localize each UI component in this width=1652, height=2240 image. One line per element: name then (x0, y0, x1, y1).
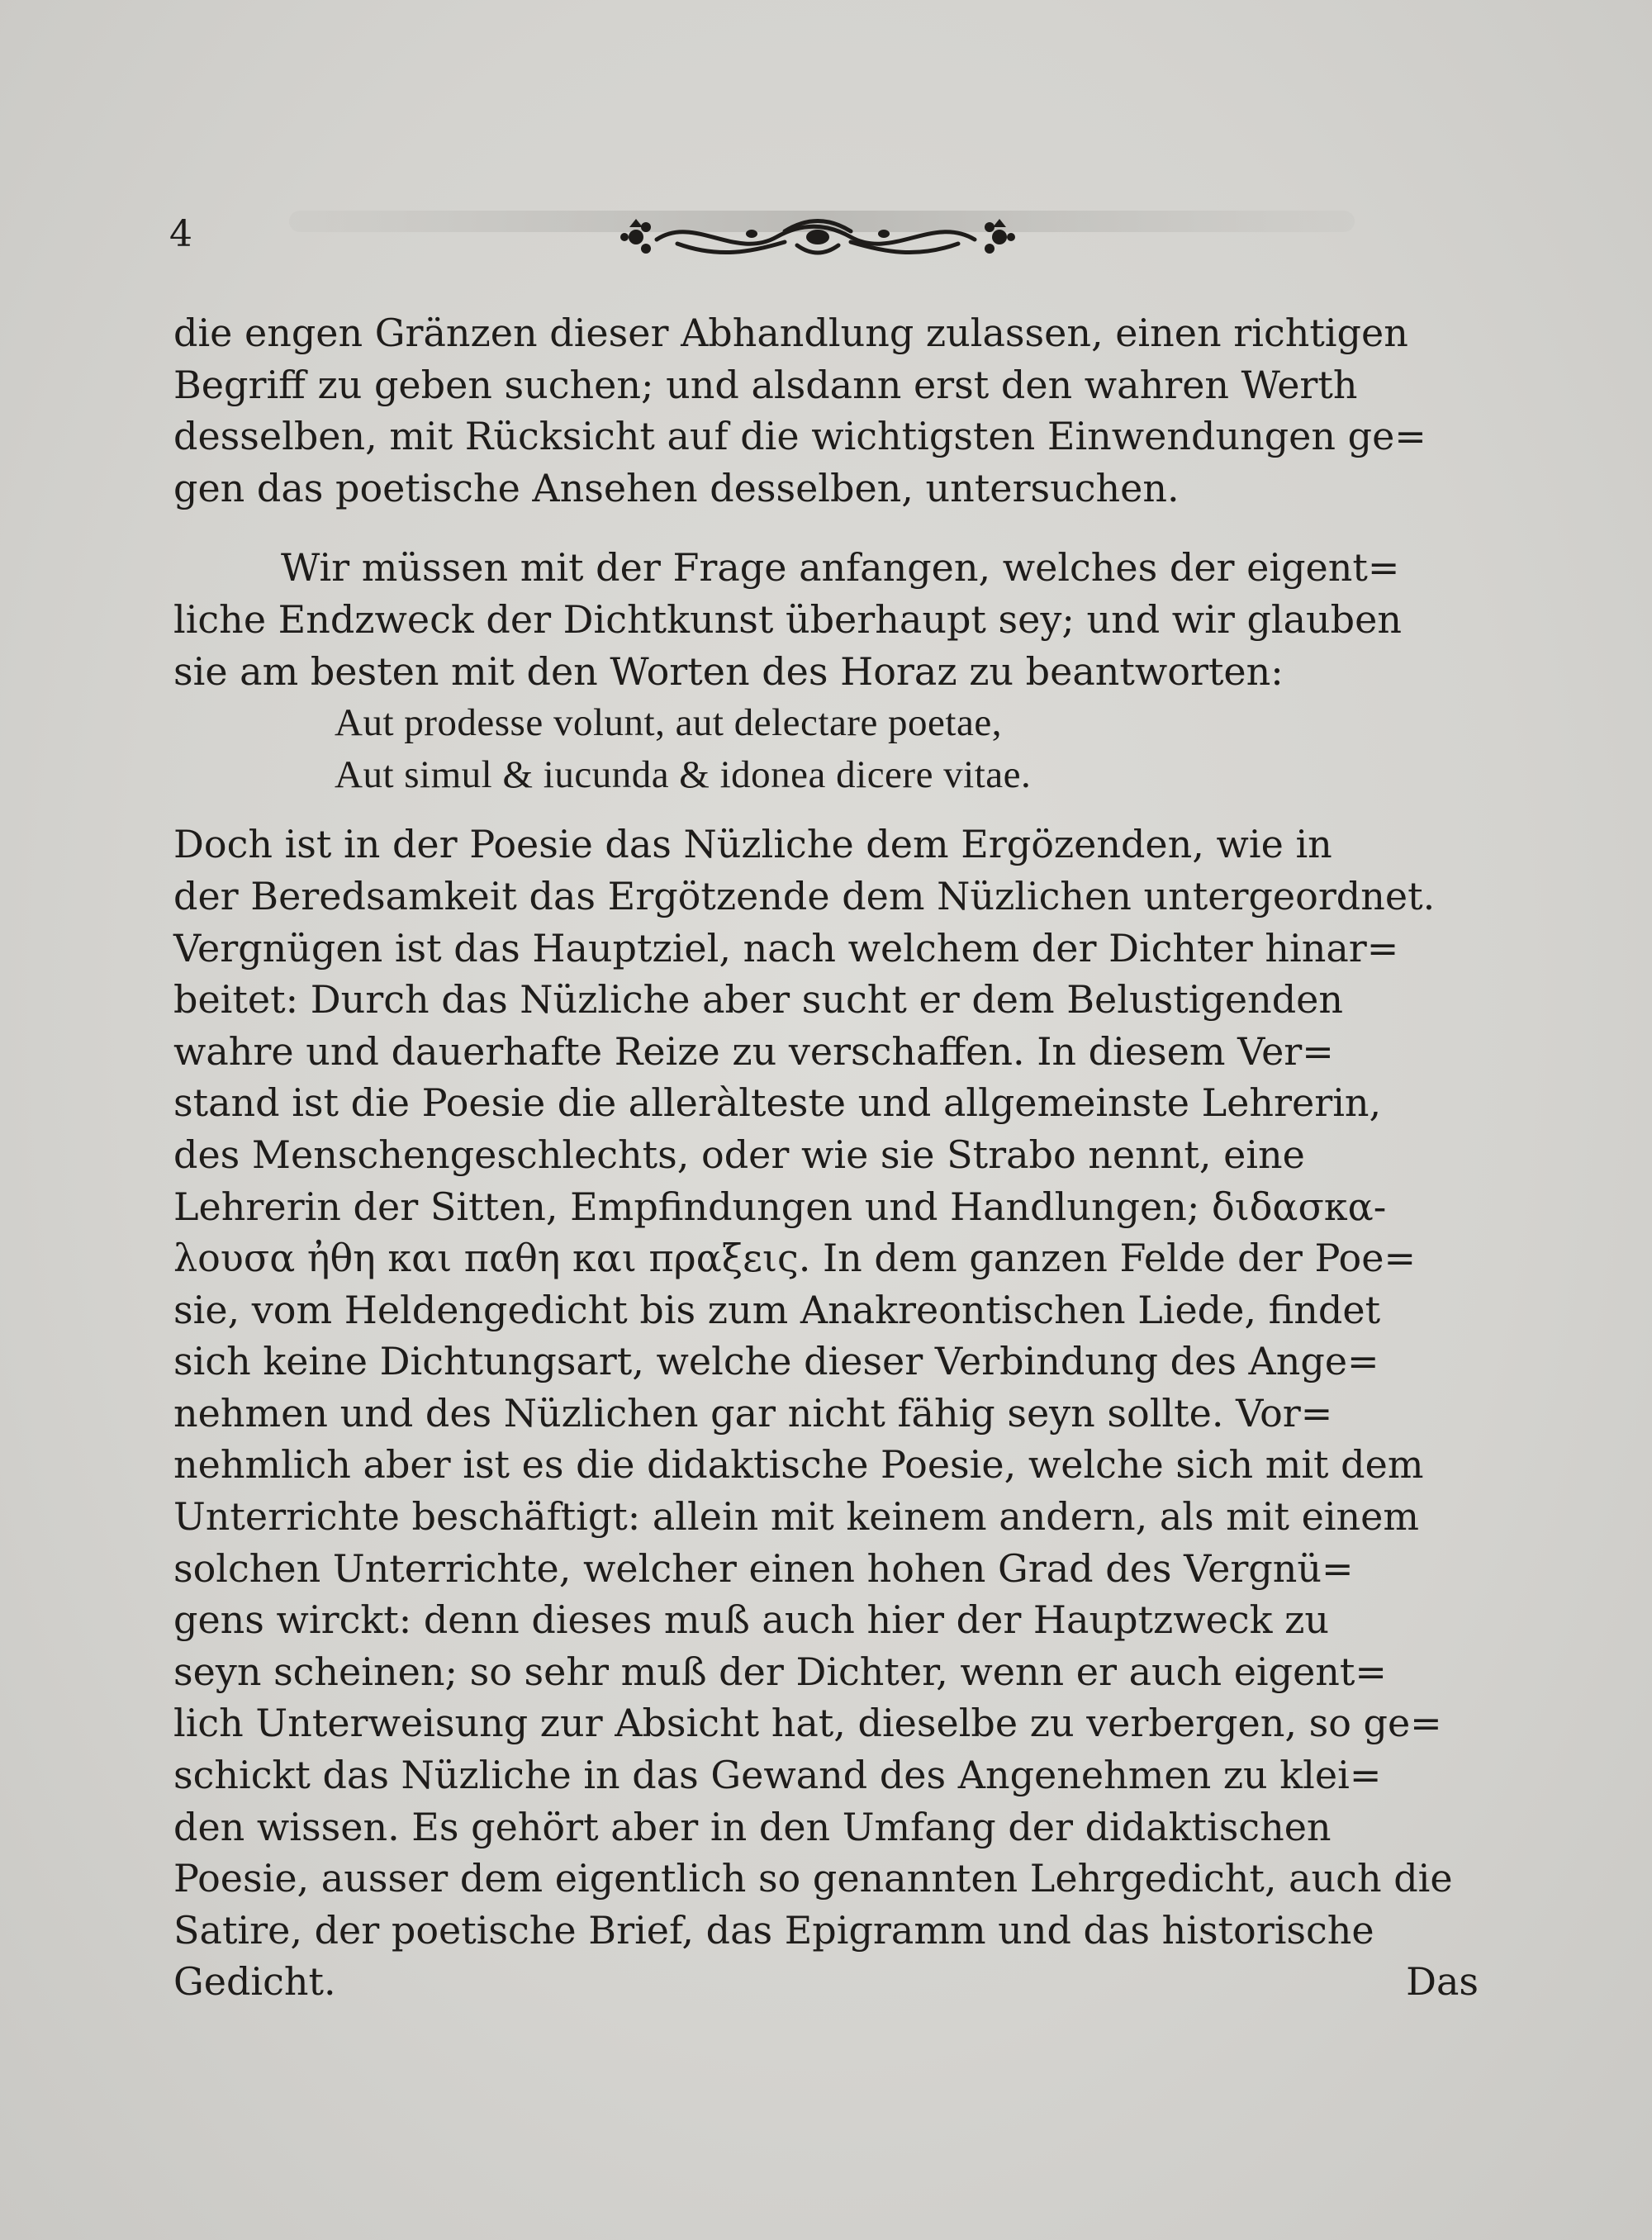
text-line: sich keine Dichtungsart, welche dieser Verbindung des Ange= (173, 1339, 1379, 1384)
text-line: Begriff zu geben suchen; und alsdann erst den wahren Werth (173, 362, 1358, 407)
verse-line: Aut prodesse volunt, aut delectare poetae, (335, 701, 1002, 745)
text-line: Satire, der poetische Brief, das Epigramm und das historische (173, 1907, 1374, 1953)
text-line: Poesie, ausser dem eigentlich so genannten Lehrgedicht, auch die (173, 1856, 1453, 1901)
text-line: der Beredsamkeit das Ergötzende dem Nüzlichen untergeordnet. (173, 873, 1436, 918)
text-line: liche Endzweck der Dichtkunst überhaupt sey; und wir glauben (173, 596, 1402, 642)
text-line: wahre und dauerhafte Reize zu verschaffen. In diesem Ver= (173, 1028, 1334, 1074)
last-line (173, 1956, 1479, 2008)
text-line: nehmlich aber ist es die didaktische Poesie, welche sich mit dem (173, 1442, 1424, 1488)
text-line: beitet: Durch das Nüzliche aber sucht er dem Belustigenden (173, 977, 1344, 1023)
text-line: gens wirckt: denn dieses muß auch hier der Hauptzweck zu (173, 1597, 1329, 1643)
text-line: Gedicht. (173, 1959, 336, 2005)
paragraph-intro (173, 307, 1479, 514)
paragraph-horaz (173, 542, 1479, 697)
text-line: die engen Gränzen dieser Abhandlung zulassen, einen richtigen (173, 311, 1408, 355)
paragraph-gap (173, 514, 1479, 542)
text-line: Lehrerin der Sitten, Empfindungen und Handlungen; διδασκα- (173, 1184, 1387, 1229)
catchword: Das (1406, 1959, 1479, 2005)
page-number: 4 (169, 213, 192, 255)
text-line: Doch ist in der Poesie das Nüzliche dem Ergözenden, wie in (173, 822, 1332, 867)
text-line: sie, vom Heldengedicht bis zum Anakreontischen Liede, findet (173, 1287, 1381, 1332)
text-line: Vergnügen ist das Hauptziel, nach welchem der Dichter hinar= (173, 925, 1399, 971)
text-line: den wissen. Es gehört aber in den Umfang der didaktischen (173, 1804, 1332, 1849)
text-line: gen das poetische Ansehen desselben, untersuchen. (173, 465, 1180, 510)
text-line: des Menschengeschlechts, oder wie sie Strabo nennt, eine (173, 1132, 1305, 1177)
text-line: λουσα ἠθη και παθη και πραξεις. In dem ganzen Felde der Poe= (173, 1236, 1416, 1281)
text-line: stand ist die Poesie die alleràlteste und allgemeinste Lehrerin, (173, 1080, 1382, 1126)
text-line: solchen Unterrichte, welcher einen hohen Grad des Vergnü= (173, 1545, 1354, 1591)
text-line: desselben, mit Rücksicht auf die wichtigsten Einwendungen ge= (173, 414, 1427, 459)
paragraph-main (173, 819, 1479, 2008)
text-line: schickt das Nüzliche in das Gewand des Angenehmen zu klei= (173, 1753, 1382, 1798)
text-line: Unterrichte beschäftigt: allein mit keinem andern, als mit einem (173, 1494, 1420, 1540)
body-text (173, 307, 1479, 2008)
latin-verse (173, 697, 1479, 800)
text-line: nehmen und des Nüzlichen gar nicht fähig seyn sollte. Vor= (173, 1390, 1333, 1436)
paragraph-gap (173, 800, 1479, 819)
text-line: Wir müssen mit der Frage anfangen, welches der eigent= (281, 545, 1400, 591)
text-line: lich Unterweisung zur Absicht hat, dieselbe zu verbergen, so ge= (173, 1701, 1442, 1746)
text-line: seyn scheinen; so sehr muß der Dichter, wenn er auch eigent= (173, 1649, 1387, 1694)
ornamental-vine-icon (289, 194, 1355, 285)
verse-line: Aut simul & iucunda & idonea dicere vitae. (335, 752, 1032, 796)
text-line: sie am besten mit den Worten des Horaz zu beantworten: (173, 648, 1284, 694)
